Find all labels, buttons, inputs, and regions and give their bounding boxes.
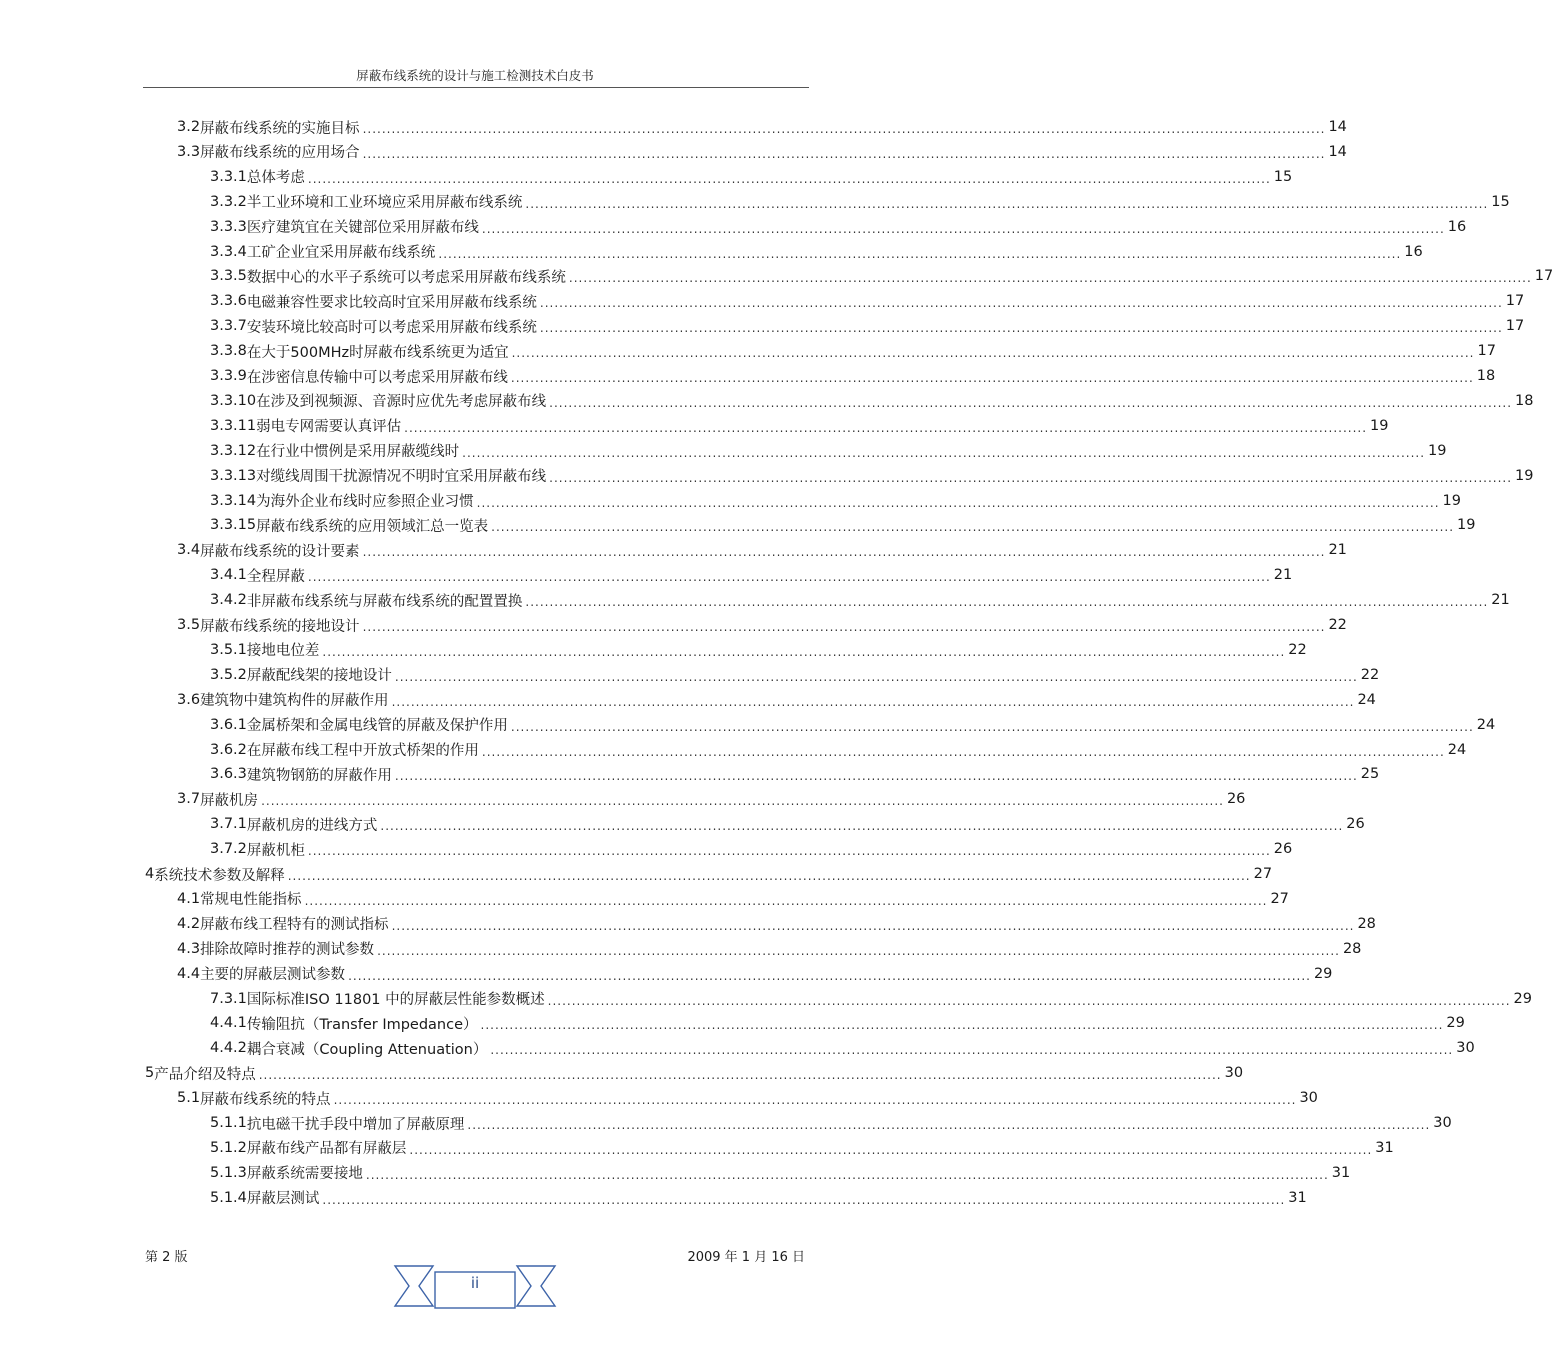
toc-entry-page: 28 bbox=[1342, 940, 1362, 957]
toc-entry-title: 屏蔽布线产品都有屏蔽层 bbox=[246, 1141, 407, 1158]
toc-entry[interactable] bbox=[210, 314, 1525, 338]
toc-entry[interactable] bbox=[145, 1061, 1244, 1085]
toc-leader-dots: ........................................................................................................................................................................................................ bbox=[362, 122, 1326, 136]
toc-entry-number: 3.7.1 bbox=[210, 816, 247, 833]
toc-entry[interactable] bbox=[210, 513, 1476, 537]
toc-entry-title: 抗电磁干扰手段中增加了屏蔽原理 bbox=[246, 1116, 465, 1133]
toc-leader-dots: ........................................................................................................................................................................................................ bbox=[258, 1068, 1222, 1083]
toc-entry[interactable] bbox=[210, 837, 1293, 861]
toc-entry-number: 3.3.12 bbox=[210, 442, 257, 459]
toc-entry-number: 3.5.1 bbox=[210, 641, 247, 658]
toc-entry-page: 18 bbox=[1476, 368, 1496, 384]
toc-entry[interactable] bbox=[210, 638, 1307, 662]
running-header: 屏蔽布线系统的设计与施工检测技术白皮书 bbox=[356, 68, 594, 83]
toc-entry-page: 21 bbox=[1328, 542, 1347, 559]
page-number: ii bbox=[470, 1274, 480, 1292]
toc-entry[interactable] bbox=[210, 339, 1496, 363]
toc-entry-number: 5.1.4 bbox=[210, 1189, 247, 1206]
toc-leader-dots: ........................................................................................................................................................................................................ bbox=[322, 1192, 1286, 1207]
toc-entry-number: 3.3.8 bbox=[210, 343, 247, 360]
toc-leader-dots: ........................................................................................................................................................................................................ bbox=[510, 719, 1474, 734]
toc-entry-number: 3.2 bbox=[177, 119, 201, 135]
toc-entry-number: 3.4 bbox=[177, 542, 201, 559]
toc-entry-title: 工矿企业宜采用屏蔽布线系统 bbox=[246, 245, 436, 261]
toc-entry-number: 3.3.1 bbox=[210, 168, 247, 185]
toc-entry[interactable] bbox=[210, 414, 1389, 438]
toc-entry-title: 常规电性能指标 bbox=[200, 892, 302, 909]
toc-entry-number: 3.3.9 bbox=[210, 368, 247, 384]
toc-leader-dots: ........................................................................................................................................................................................................ bbox=[525, 595, 1489, 610]
toc-entry-title: 排除故障时推荐的测试参数 bbox=[200, 942, 375, 959]
toc-entry-title: 数据中心的水平子系统可以考虑采用屏蔽布线系统 bbox=[246, 269, 566, 286]
toc-entry-title: 半工业环境和工业环境应采用屏蔽布线系统 bbox=[246, 195, 523, 212]
toc-entry-title: 屏蔽布线工程特有的测试指标 bbox=[200, 917, 389, 934]
toc-entry[interactable] bbox=[210, 165, 1293, 189]
toc-entry-page: 24 bbox=[1447, 741, 1467, 758]
toc-entry-page: 31 bbox=[1288, 1189, 1307, 1206]
toc-entry[interactable] bbox=[210, 762, 1380, 786]
toc-leader-dots: ........................................................................................................................................................................................................ bbox=[476, 495, 1440, 510]
toc-leader-dots: ........................................................................................................................................................................................................ bbox=[377, 943, 1340, 958]
toc-leader-dots: ........................................................................................................................................................................................................ bbox=[404, 420, 1368, 435]
toc-leader-dots: ........................................................................................................................................................................................................ bbox=[481, 221, 1445, 236]
toc-entry[interactable] bbox=[177, 1086, 1318, 1110]
toc-entry[interactable] bbox=[177, 962, 1333, 986]
toc-entry-number: 5.1.3 bbox=[210, 1164, 247, 1181]
toc-entry[interactable] bbox=[177, 538, 1347, 562]
toc-leader-dots: ........................................................................................................................................................................................................ bbox=[539, 321, 1503, 336]
toc-entry-title: 为海外企业布线时应参照企业习惯 bbox=[256, 494, 474, 510]
toc-entry-number: 3.3.2 bbox=[210, 193, 247, 210]
toc-entry[interactable] bbox=[210, 1186, 1307, 1210]
toc-entry-page: 16 bbox=[1447, 218, 1467, 235]
toc-entry-title: 弱电专网需要认真评估 bbox=[256, 419, 402, 436]
toc-leader-dots: ........................................................................................................................................................................................................ bbox=[525, 196, 1489, 211]
toc-entry-number: 3.7.2 bbox=[210, 841, 247, 858]
toc-entry-page: 21 bbox=[1273, 567, 1293, 584]
toc-leader-dots: ........................................................................................................................................................................................................ bbox=[307, 570, 1271, 585]
toc-entry-title: 产品介绍及特点 bbox=[154, 1066, 256, 1083]
toc-leader-dots: ........................................................................................................................................................................................................ bbox=[539, 296, 1503, 311]
toc-entry-number: 5.1.1 bbox=[210, 1115, 247, 1131]
toc-entry-page: 30 bbox=[1299, 1090, 1318, 1107]
toc-leader-dots: ........................................................................................................................................................................................................ bbox=[568, 271, 1532, 286]
toc-entry-title: 屏蔽机房 bbox=[200, 792, 259, 809]
toc-entry[interactable] bbox=[145, 862, 1273, 886]
toc-entry-title: 屏蔽配线架的接地设计 bbox=[246, 668, 392, 685]
toc-entry-title: 金属桥架和金属电线管的屏蔽及保护作用 bbox=[246, 718, 508, 735]
toc-entry-number: 5 bbox=[145, 1065, 155, 1082]
toc-entry-title: 在行业中惯例是采用屏蔽缆线时 bbox=[256, 444, 460, 461]
toc-entry-page: 27 bbox=[1270, 890, 1289, 907]
toc-entry-number: 4.1 bbox=[177, 890, 201, 907]
toc-entry-title: 医疗建筑宜在关键部位采用屏蔽布线 bbox=[246, 220, 479, 237]
toc-entry[interactable] bbox=[210, 215, 1467, 239]
toc-entry-page: 27 bbox=[1253, 866, 1273, 882]
toc-entry-page: 28 bbox=[1357, 915, 1376, 932]
toc-entry-number: 3.4.2 bbox=[210, 592, 247, 609]
toc-entry-number: 3.3 bbox=[177, 143, 201, 160]
toc-leader-dots: ........................................................................................................................................................................................................ bbox=[490, 1043, 1454, 1058]
edition-label: 第 2 版 bbox=[145, 1250, 188, 1265]
toc-entry[interactable] bbox=[210, 812, 1365, 836]
toc-leader-dots: ........................................................................................................................................................................................................ bbox=[480, 1018, 1444, 1033]
toc-entry[interactable] bbox=[210, 987, 1532, 1011]
toc-leader-dots: ........................................................................................................................................................................................................ bbox=[547, 993, 1511, 1008]
toc-entry[interactable] bbox=[210, 439, 1447, 463]
toc-leader-dots: ........................................................................................................................................................................................................ bbox=[380, 819, 1344, 834]
toc-leader-dots: ........................................................................................................................................................................................................ bbox=[549, 470, 1513, 485]
toc-leader-dots: ........................................................................................................................................................................................................ bbox=[362, 620, 1326, 634]
toc-entry[interactable] bbox=[210, 364, 1496, 388]
toc-leader-dots: ........................................................................................................................................................................................................ bbox=[409, 1142, 1373, 1157]
toc-leader-dots: ........................................................................................................................................................................................................ bbox=[365, 1167, 1329, 1182]
toc-entry-number: 3.3.6 bbox=[210, 293, 247, 310]
toc-entry[interactable] bbox=[210, 1161, 1351, 1185]
toc-leader-dots: ........................................................................................................................................................................................................ bbox=[438, 246, 1402, 261]
toc-entry-page: 19 bbox=[1442, 492, 1461, 509]
toc-entry-page: 30 bbox=[1456, 1040, 1475, 1057]
toc-entry-page: 17 bbox=[1534, 268, 1553, 285]
toc-entry-page: 30 bbox=[1224, 1065, 1244, 1082]
toc-entry-number: 3.5 bbox=[177, 617, 201, 633]
toc-entry[interactable] bbox=[177, 688, 1376, 712]
toc-entry-number: 3.6 bbox=[177, 691, 201, 708]
toc-entry-title: 屏蔽布线系统的应用场合 bbox=[200, 145, 360, 162]
toc-leader-dots: ........................................................................................................................................................................................................ bbox=[467, 1118, 1431, 1132]
toc-leader-dots: ........................................................................................................................................................................................................ bbox=[322, 644, 1286, 659]
toc-entry-number: 3.3.4 bbox=[210, 243, 247, 260]
toc-entry-title: 主要的屏蔽层测试参数 bbox=[200, 967, 346, 984]
toc-entry[interactable] bbox=[210, 289, 1525, 313]
toc-entry-title: 在大于500MHz时屏蔽布线系统更为适宜 bbox=[246, 344, 509, 361]
toc-entry-number: 4.2 bbox=[177, 915, 201, 932]
toc-leader-dots: ........................................................................................................................................................................................................ bbox=[333, 1093, 1297, 1108]
toc-leader-dots: ........................................................................................................................................................................................................ bbox=[304, 893, 1268, 908]
toc-entry-title: 屏蔽层测试 bbox=[246, 1191, 320, 1208]
toc-entry-title: 接地电位差 bbox=[246, 643, 320, 660]
toc-entry-page: 22 bbox=[1328, 617, 1347, 633]
toc-entry-title: 在涉及到视频源、音源时应优先考虑屏蔽布线 bbox=[256, 394, 547, 411]
toc-leader-dots: ........................................................................................................................................................................................................ bbox=[307, 171, 1271, 186]
toc-entry-page: 16 bbox=[1404, 243, 1423, 260]
toc-entry-page: 29 bbox=[1446, 1015, 1465, 1032]
toc-entry-number: 3.3.5 bbox=[210, 268, 247, 285]
toc-entry-page: 31 bbox=[1331, 1164, 1351, 1181]
toc-leader-dots: ........................................................................................................................................................................................................ bbox=[391, 694, 1355, 709]
toc-entry[interactable] bbox=[210, 713, 1496, 737]
toc-entry[interactable] bbox=[210, 663, 1380, 687]
toc-entry-number: 3.5.2 bbox=[210, 666, 247, 683]
toc-leader-dots: ........................................................................................................................................................................................................ bbox=[510, 371, 1474, 385]
toc-leader-dots: ........................................................................................................................................................................................................ bbox=[362, 545, 1326, 560]
toc-entry-title: 在屏蔽布线工程中开放式桥架的作用 bbox=[246, 743, 479, 759]
toc-entry-number: 3.3.15 bbox=[210, 517, 257, 534]
toc-leader-dots: ........................................................................................................................................................................................................ bbox=[481, 744, 1445, 759]
toc-entry[interactable] bbox=[210, 464, 1534, 488]
toc-entry-number: 4 bbox=[145, 866, 155, 882]
toc-entry-title: 屏蔽机房的进线方式 bbox=[246, 817, 378, 834]
toc-entry-number: 4.3 bbox=[177, 940, 201, 957]
toc-entry-number: 3.6.2 bbox=[210, 741, 247, 758]
toc-entry-number: 3.6.3 bbox=[210, 766, 247, 783]
toc-entry-number: 3.3.11 bbox=[210, 417, 257, 434]
toc-entry[interactable] bbox=[210, 489, 1461, 513]
toc-entry-number: 7.3.1 bbox=[210, 990, 247, 1007]
toc-entry-title: 屏蔽布线系统的实施目标 bbox=[200, 120, 360, 137]
toc-entry-title: 全程屏蔽 bbox=[246, 568, 305, 585]
toc-entry-number: 4.4 bbox=[177, 965, 201, 982]
toc-leader-dots: ........................................................................................................................................................................................................ bbox=[348, 968, 1311, 983]
toc-entry[interactable] bbox=[210, 389, 1534, 413]
toc-entry[interactable] bbox=[177, 787, 1246, 811]
toc-entry-title: 建筑物钢筋的屏蔽作用 bbox=[246, 767, 392, 784]
toc-entry-title: 屏蔽布线系统的特点 bbox=[200, 1091, 331, 1108]
toc-entry-page: 21 bbox=[1491, 592, 1510, 609]
toc-entry[interactable] bbox=[210, 738, 1467, 762]
toc-entry[interactable] bbox=[177, 912, 1376, 936]
toc-leader-dots: ........................................................................................................................................................................................................ bbox=[491, 520, 1455, 535]
toc-entry-page: 30 bbox=[1433, 1115, 1452, 1131]
toc-entry-page: 25 bbox=[1360, 766, 1380, 783]
toc-entry-title: 屏蔽系统需要接地 bbox=[246, 1166, 363, 1183]
toc-entry-page: 17 bbox=[1505, 293, 1525, 310]
toc-entry-title: 系统技术参数及解释 bbox=[154, 867, 285, 884]
toc-leader-dots: ........................................................................................................................................................................................................ bbox=[362, 146, 1326, 161]
toc-entry-title: 国际标准ISO 11801 中的屏蔽层性能参数概述 bbox=[246, 992, 545, 1008]
toc-entry[interactable] bbox=[210, 190, 1510, 214]
toc-entry-page: 29 bbox=[1313, 965, 1333, 982]
toc-entry-number: 3.7 bbox=[177, 791, 201, 808]
toc-leader-dots: ........................................................................................................................................................................................................ bbox=[394, 769, 1358, 784]
toc-entry-page: 14 bbox=[1328, 143, 1347, 160]
toc-entry[interactable] bbox=[210, 588, 1510, 612]
toc-entry[interactable] bbox=[177, 140, 1347, 164]
toc-entry-title: 电磁兼容性要求比较高时宜采用屏蔽布线系统 bbox=[246, 294, 537, 311]
toc-entry-page: 18 bbox=[1515, 392, 1534, 409]
toc-entry-number: 4.4.2 bbox=[210, 1040, 247, 1057]
toc-entry-page: 19 bbox=[1457, 517, 1476, 534]
toc-entry-page: 29 bbox=[1513, 990, 1532, 1007]
toc-entry-title: 总体考虑 bbox=[246, 170, 305, 187]
toc-entry[interactable] bbox=[177, 887, 1289, 911]
toc-entry-page: 19 bbox=[1515, 467, 1534, 484]
toc-entry-title: 屏蔽布线系统的接地设计 bbox=[200, 618, 360, 635]
toc-entry-page: 15 bbox=[1491, 193, 1510, 210]
toc-entry[interactable] bbox=[210, 264, 1553, 288]
toc-entry-number: 3.3.10 bbox=[210, 392, 257, 409]
header-rule bbox=[143, 87, 809, 88]
toc-entry-number: 3.3.3 bbox=[210, 218, 247, 235]
toc-leader-dots: ........................................................................................................................................................................................................ bbox=[391, 918, 1355, 933]
toc-entry-number: 3.3.13 bbox=[210, 467, 257, 484]
toc-entry-page: 15 bbox=[1273, 168, 1293, 185]
toc-entry-page: 22 bbox=[1288, 641, 1307, 658]
toc-entry-title: 传输阻抗（Transfer Impedance） bbox=[246, 1016, 478, 1033]
toc-entry[interactable] bbox=[177, 613, 1347, 637]
toc-entry-number: 3.4.1 bbox=[210, 567, 247, 584]
toc-leader-dots: ........................................................................................................................................................................................................ bbox=[261, 794, 1224, 809]
toc-leader-dots: ........................................................................................................................................................................................................ bbox=[511, 346, 1475, 361]
toc-entry[interactable] bbox=[210, 563, 1293, 587]
toc-entry[interactable] bbox=[210, 1011, 1465, 1035]
toc-entry-title: 屏蔽机柜 bbox=[246, 842, 305, 859]
toc-leader-dots: ........................................................................................................................................................................................................ bbox=[549, 395, 1513, 410]
toc-entry-page: 26 bbox=[1226, 791, 1246, 808]
toc-entry-page: 19 bbox=[1428, 442, 1447, 459]
date-label: 2009 年 1 月 16 日 bbox=[687, 1250, 805, 1265]
toc-entry-page: 17 bbox=[1477, 343, 1496, 360]
toc-entry[interactable] bbox=[210, 1036, 1475, 1060]
toc-leader-dots: ........................................................................................................................................................................................................ bbox=[287, 869, 1251, 883]
toc-entry-page: 19 bbox=[1370, 417, 1389, 434]
toc-entry-title: 安装环境比较高时可以考虑采用屏蔽布线系统 bbox=[246, 319, 537, 336]
toc-entry-title: 非屏蔽布线系统与屏蔽布线系统的配置置换 bbox=[246, 593, 523, 610]
toc-entry-page: 26 bbox=[1346, 816, 1365, 833]
toc-entry-number: 4.4.1 bbox=[210, 1015, 247, 1032]
toc-entry-page: 22 bbox=[1360, 666, 1380, 683]
toc-entry-page: 24 bbox=[1357, 691, 1376, 708]
toc-entry-number: 5.1.2 bbox=[210, 1139, 247, 1156]
toc-entry-page: 17 bbox=[1505, 318, 1525, 335]
toc-entry[interactable] bbox=[210, 1111, 1452, 1135]
toc-entry-page: 31 bbox=[1375, 1139, 1394, 1156]
toc-entry-title: 在涉密信息传输中可以考虑采用屏蔽布线 bbox=[246, 369, 508, 386]
toc-leader-dots: ........................................................................................................................................................................................................ bbox=[307, 844, 1271, 859]
toc-entry[interactable] bbox=[177, 115, 1347, 139]
toc-entry[interactable] bbox=[210, 240, 1423, 264]
toc-entry-page: 24 bbox=[1476, 716, 1496, 733]
toc-entry-number: 3.6.1 bbox=[210, 716, 247, 733]
toc-leader-dots: ........................................................................................................................................................................................................ bbox=[462, 445, 1426, 460]
toc-entry-number: 3.3.14 bbox=[210, 492, 257, 509]
toc-entry-page: 26 bbox=[1273, 841, 1293, 858]
toc-entry[interactable] bbox=[177, 937, 1362, 961]
toc-entry[interactable] bbox=[210, 1136, 1394, 1160]
toc-entry-title: 对缆线周围干扰源情况不明时宜采用屏蔽布线 bbox=[256, 469, 547, 486]
toc-entry-title: 耦合衰减（Coupling Attenuation） bbox=[246, 1041, 488, 1058]
toc-entry-title: 屏蔽布线系统的设计要素 bbox=[200, 543, 360, 560]
toc-entry-title: 建筑物中建筑构件的屏蔽作用 bbox=[200, 693, 389, 710]
toc-entry-number: 3.3.7 bbox=[210, 318, 247, 335]
toc-entry-page: 14 bbox=[1328, 119, 1347, 135]
toc-entry-title: 屏蔽布线系统的应用领域汇总一览表 bbox=[256, 518, 489, 535]
toc-entry-number: 5.1 bbox=[177, 1090, 201, 1107]
toc-leader-dots: ........................................................................................................................................................................................................ bbox=[394, 669, 1358, 684]
